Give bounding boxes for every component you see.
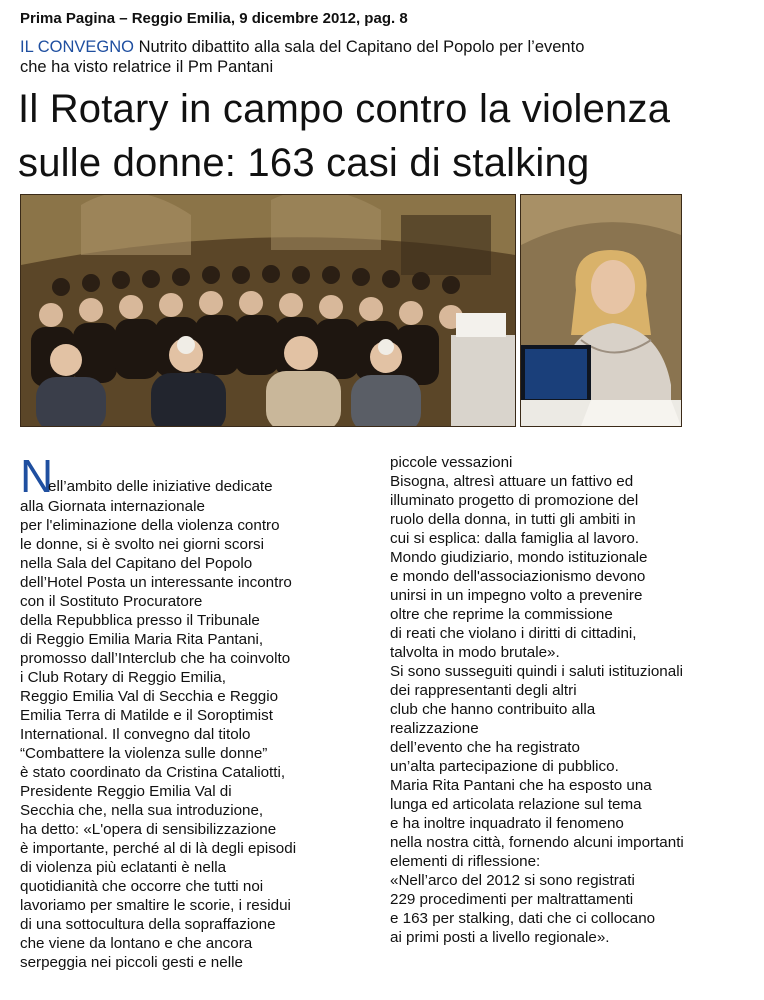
article-text-line: i Club Rotary di Reggio Emilia, xyxy=(20,669,226,686)
article-text-line: illuminato progetto di promozione del xyxy=(390,492,639,509)
speaker-photo xyxy=(520,194,682,427)
article-text-line: elementi di riflessione: xyxy=(390,853,541,870)
article-column-left xyxy=(20,450,375,972)
article-text-line: Secchia che, nella sua introduzione, xyxy=(20,802,264,819)
article-text-line: piccole vessazioni xyxy=(390,454,513,471)
article-text-line: Reggio Emilia Val di Secchia e Reggio xyxy=(20,688,279,705)
kicker xyxy=(20,37,750,77)
article-text-line: Si sono susseguiti quindi i saluti istituzionali xyxy=(390,663,683,680)
article-text-line: della Repubblica presso il Tribunale xyxy=(20,612,260,629)
kicker-label: IL CONVEGNO xyxy=(20,38,134,56)
kicker-text-line-1: Nutrito dibattito alla sala del Capitano del Popolo per l’evento xyxy=(134,38,585,56)
audience-photo xyxy=(20,194,516,427)
article-text-line: e mondo dell'associazionismo devono xyxy=(390,568,646,585)
article-text-line: di reati che violano i diritti di cittadini, xyxy=(390,625,637,642)
headline-line-1: Il Rotary in campo contro la violenza xyxy=(18,87,671,131)
article-text-line: Mondo giudiziario, mondo istituzionale xyxy=(390,549,648,566)
article-text-line: di Reggio Emilia Maria Rita Pantani, xyxy=(20,631,264,648)
headline-line-2: sulle donne: 163 casi di stalking xyxy=(18,141,590,185)
article-text-line: Bisogna, altresì attuare un fattivo ed xyxy=(390,473,634,490)
article-text-line: “Combattere la violenza sulle donne” xyxy=(20,745,268,762)
article-text-line: con il Sostituto Procuratore xyxy=(20,593,203,610)
article-text-line: è importante, perché al di là degli episodi xyxy=(20,840,297,857)
article-text-line: realizzazione xyxy=(390,720,479,737)
article-text-line: è stato coordinato da Cristina Cataliotti, xyxy=(20,764,286,781)
article-text-line: 229 procedimenti per maltrattamenti xyxy=(390,891,634,908)
article-text-line: e ha inoltre inquadrato il fenomeno xyxy=(390,815,624,832)
article-text-line: che viene da lontano e che ancora xyxy=(20,935,253,952)
article-text-line: International. Il convegno dal titolo xyxy=(20,726,251,743)
article-text-line: club che hanno contribuito alla xyxy=(390,701,596,718)
article-text-line: dei rappresentanti degli altri xyxy=(390,682,577,699)
article-text-line: talvolta in modo brutale». xyxy=(390,644,560,661)
publication-source-line: Prima Pagina – Reggio Emilia, 9 dicembre 2012, pag. 8 xyxy=(20,10,408,27)
article-text-line: Presidente Reggio Emilia Val di xyxy=(20,783,232,800)
kicker-text-line-2: che ha visto relatrice il Pm Pantani xyxy=(20,58,274,76)
article-text-line: Emilia Terra di Matilde e il Soroptimist xyxy=(20,707,273,724)
article-text-line: ai primi posti a livello regionale». xyxy=(390,929,610,946)
article-text-line: di una sottocultura della sopraffazione xyxy=(20,916,276,933)
article-text-line: lavoriamo per smaltire le scorie, i residui xyxy=(20,897,291,914)
headline xyxy=(18,82,758,190)
article-text-line: cui si esplica: dalla famiglia al lavoro. xyxy=(390,530,640,547)
article-text-line: unirsi in un impegno volto a prevenire xyxy=(390,587,643,604)
speaker-photo-drawing xyxy=(521,195,681,426)
article-text-line: un’alta partecipazione di pubblico. xyxy=(390,758,619,775)
article-text-line: quotidianità che occorre che tutti noi xyxy=(20,878,264,895)
article-left-lines xyxy=(20,497,375,972)
article-text-line: di violenza più eclatanti è nella xyxy=(20,859,227,876)
article-text-line: dell’evento che ha registrato xyxy=(390,739,580,756)
article-text-line: e 163 per stalking, dati che ci collocano xyxy=(390,910,656,927)
drop-cap: N xyxy=(20,450,54,502)
article-column-right xyxy=(390,453,755,947)
article-text-line: promosso dall’Interclub che ha coinvolto xyxy=(20,650,291,667)
article-text-line: Maria Rita Pantani che ha esposto una xyxy=(390,777,652,794)
article-text-line: serpeggia nei piccoli gesti e nelle xyxy=(20,954,243,971)
audience-photo-drawing xyxy=(21,195,515,426)
article-text-line: ha detto: «L'opera di sensibilizzazione xyxy=(20,821,277,838)
article-text-line: lunga ed articolata relazione sul tema xyxy=(390,796,642,813)
article-text-line: dell’Hotel Posta un interessante incontro xyxy=(20,574,292,591)
article-text-line: le donne, si è svolto nei giorni scorsi xyxy=(20,536,264,553)
article-text-line: oltre che reprime la commissione xyxy=(390,606,613,623)
article-text-line: ruolo della donna, in tutti gli ambiti in xyxy=(390,511,636,528)
article-text-line: nella nostra città, fornendo alcuni importanti xyxy=(390,834,684,851)
article-text-line: nella Sala del Capitano del Popolo xyxy=(20,555,253,572)
article-text-line: alla Giornata internazionale xyxy=(20,498,205,515)
article-text-line: «Nell’arco del 2012 si sono registrati xyxy=(390,872,635,889)
article-first-line xyxy=(20,450,375,502)
article-text-line: per l'eliminazione della violenza contro xyxy=(20,517,280,534)
article-right-lines xyxy=(390,453,755,947)
article-first-line-text: ell’ambito delle iniziative dedicate xyxy=(48,478,273,495)
